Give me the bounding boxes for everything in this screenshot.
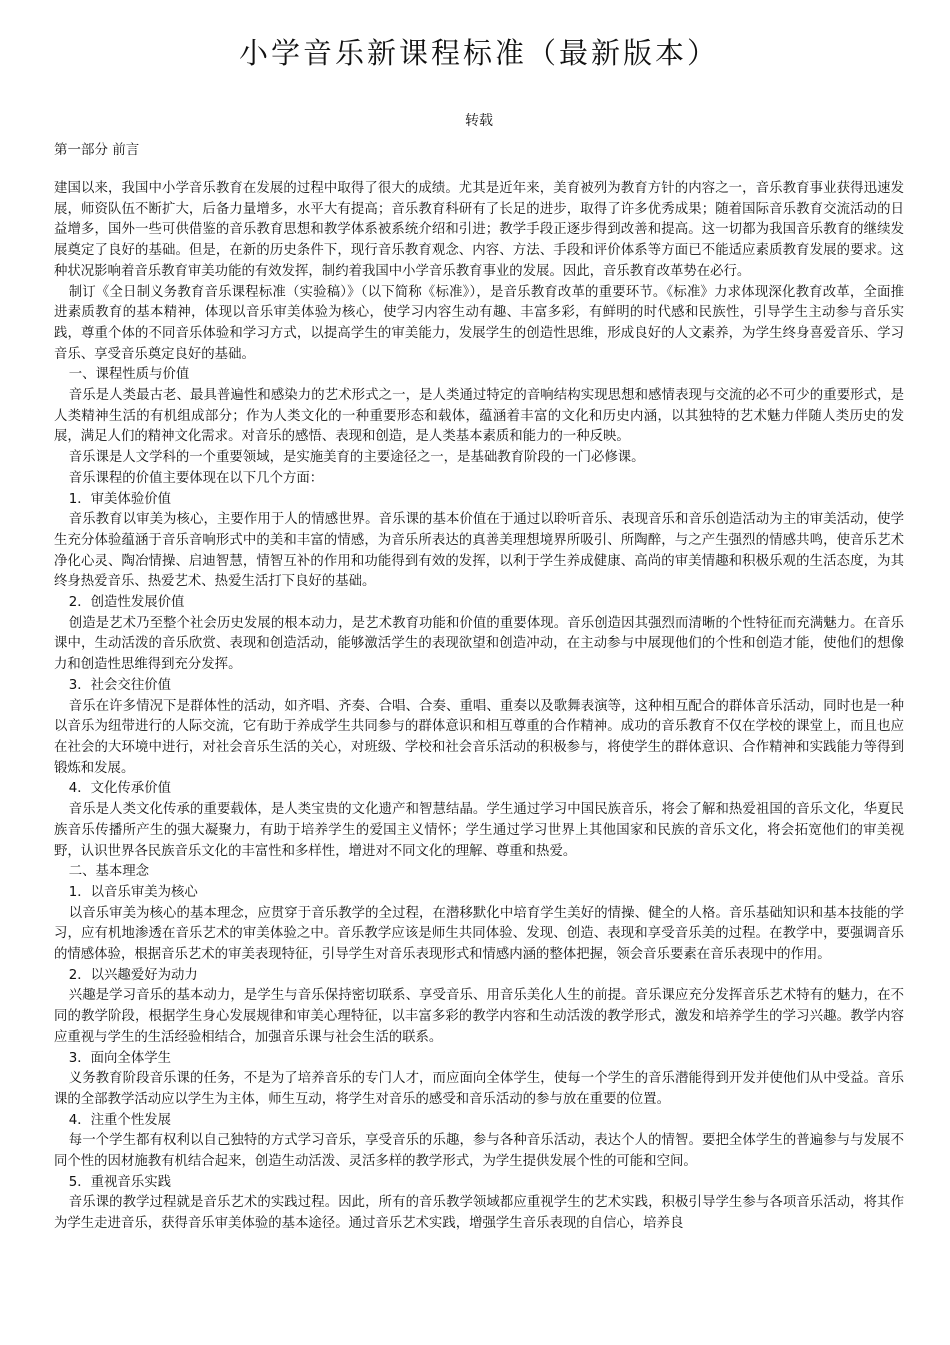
paragraph: 音乐是人类最古老、最具普遍性和感染力的艺术形式之一，是人类通过特定的音响结构实现思想和感情表现与交流的必不可少的重要形式，是人类精神生活的有机组成部分；作为人类文化的一种重要形态和载体，蕴涵着丰富的文化和历史内涵，以其独特的艺术魅力伴随人类历史的发展，满足人们的精神文化需求。对音乐的感悟、表现和创造，是人类基本素质和能力的一种反映。 (54, 388, 904, 445)
paragraph: 建国以来，我国中小学音乐教育在发展的过程中取得了很大的成绩。尤其是近年来，美育被列为教育方针的内容之一，音乐教育事业获得迅速发展，师资队伍不断扩大，后备力量增多，水平大有提高；音乐教育科研有了长足的进步，取得了许多优秀成果；随着国际音乐教育交流活动的日益增多，国外一些可供借鉴的音乐教育思想和教学体系被系统介绍和引进；教学手段正逐步得到改善和提高。这一切都为我国音乐教育的继续发展奠定了良好的基础。但是，在新的历史条件下，现行音乐教育观念、内容、方法、手段和评价体系等方面已不能适应素质教育发展的要求。这种状况影响着音乐教育审美功能的有效发挥，制约着我国中小学音乐教育事业的发展。因此，音乐教育改革势在必行。 (54, 181, 904, 279)
part-heading: 第一部分 前言 (54, 142, 140, 158)
paragraph: 制订《全日制义务教育音乐课程标准（实验稿）》（以下简称《标准》），是音乐教育改革的重要环节。《标准》力求体现深化教育改革，全面推进素质教育的基本精神，体现以音乐审美体验为核心，使学习内容生动有趣、丰富多彩，有鲜明的时代感和民族性，引导学生主动参与音乐实践，尊重个体的不同音乐体验和学习方式，以提高学生的审美能力，发展学生的创造性思维，形成良好的人文素养，为学生终身喜爱音乐、学习音乐、享受音乐奠定良好的基础。 (54, 284, 904, 362)
paragraph: 音乐课的教学过程就是音乐艺术的实践过程。因此，所有的音乐教学领域都应重视学生的艺术实践，积极引导学生参与各项音乐活动，将其作为学生走进音乐，获得音乐审美体验的基本途径。通过音乐艺术实践，增强学生音乐表现的自信心，培养良 (54, 1195, 904, 1232)
paragraph: 音乐是人类文化传承的重要载体，是人类宝贵的文化遗产和智慧结晶。学生通过学习中国民族音乐，将会了解和热爱祖国的音乐文化，华夏民族音乐传播所产生的强大凝聚力，有助于培养学生的爱国主义情怀；学生通过学习世界上其他国家和民族的音乐文化，将会拓宽他们的审美视野，认识世界各民族音乐文化的丰富性和多样性，增进对不同文化的理解、尊重和热爱。 (54, 802, 904, 859)
paragraph: 以音乐审美为核心的基本理念，应贯穿于音乐教学的全过程，在潜移默化中培育学生美好的情操、健全的人格。音乐基础知识和基本技能的学习，应有机地渗透在音乐艺术的审美体验之中。音乐教学应该是师生共同体验、发现、创造、表现和享受音乐美的过程。在教学中，要强调音乐的情感体验，根据音乐艺术的审美表现特征，引导学生对音乐表现形式和情感内涵的整体把握，领会音乐要素在音乐表现中的作用。 (54, 905, 904, 963)
paragraph: 兴趣是学习音乐的基本动力，是学生与音乐保持密切联系、享受音乐、用音乐美化人生的前提。音乐课应充分发挥音乐艺术特有的魅力，在不同的教学阶段，根据学生身心发展规律和审美心理特征，以丰富多彩的教学内容和生动活泼的教学形式，激发和培养学生的学习兴趣。教学内容应重视与学生的生活经验相结合，加强音乐课与社会生活的联系。 (54, 988, 904, 1045)
section-heading: 4．文化传承价值 (68, 781, 171, 797)
section-heading: 2．创造性发展价值 (68, 595, 185, 611)
section-heading: 一、课程性质与价值 (68, 367, 190, 383)
repost-label: 转载 (465, 113, 493, 129)
paragraph: 音乐课是人文学科的一个重要领域，是实施美育的主要途径之一，是基础教育阶段的一门必修课。 (68, 450, 645, 466)
paragraph: 创造是艺术乃至整个社会历史发展的根本动力，是艺术教育功能和价值的重要体现。音乐创造因其强烈而清晰的个性特征而充满魅力。在音乐课中，生动活泼的音乐欣赏、表现和创造活动，能够激活学生的表现欲望和创造冲动，在主动参与中展现他们的个性和创造才能，使他们的想像力和创造性思维得到充分发挥。 (54, 615, 904, 673)
section-heading: 3．社会交往价值 (68, 677, 171, 693)
page-title: 小学音乐新课程标准（最新版本） (238, 36, 719, 70)
paragraph: 音乐在许多情况下是群体性的活动，如齐唱、齐奏、合唱、合奏、重唱、重奏以及歌舞表演等，这种相互配合的群体音乐活动，同时也是一种以音乐为纽带进行的人际交流，它有助于养成学生共同参与的群体意识和相互尊重的合作精神。成功的音乐教育不仅在学校的课堂上，而且也应在社会的大环境中进行，对社会音乐生活的关心，对班级、学校和社会音乐活动的积极参与，将使学生的群体意识、合作精神和实践能力等得到锻炼和发展。 (54, 698, 904, 776)
document-body (54, 179, 904, 1235)
section-heading: 二、基本理念 (68, 864, 150, 880)
paragraph: 音乐教育以审美为核心，主要作用于人的情感世界。音乐课的基本价值在于通过以聆听音乐、表现音乐和音乐创造活动为主的审美活动，使学生充分体验蕴涵于音乐音响形式中的美和丰富的情感，为音乐所表达的真善美理想境界所吸引、所陶醉，与之产生强烈的情感共鸣，使音乐艺术净化心灵、陶冶情操、启迪智慧，情智互补的作用和功能得到有效的发挥，以利于学生养成健康、高尚的审美情趣和积极乐观的生活态度，为其终身热爱音乐、热爱艺术、热爱生活打下良好的基础。 (54, 512, 904, 590)
section-heading: 4．注重个性发展 (68, 1112, 171, 1128)
section-heading: 5．重视音乐实践 (68, 1174, 171, 1190)
section-heading: 1．审美体验价值 (68, 491, 171, 507)
section-heading: 2．以兴趣爱好为动力 (68, 967, 198, 983)
paragraph: 音乐课程的价值主要体现在以下几个方面： (68, 470, 324, 486)
paragraph: 每一个学生都有权利以自己独特的方式学习音乐，享受音乐的乐趣，参与各种音乐活动，表达个人的情智。要把全体学生的普遍参与与发展不同个性的因材施教有机结合起来，创造生动活泼、灵活多样的教学形式，为学生提供发展个性的可能和空间。 (54, 1133, 904, 1170)
paragraph: 义务教育阶段音乐课的任务，不是为了培养音乐的专门人才，而应面向全体学生，使每一个学生的音乐潜能得到开发并使他们从中受益。音乐课的全部教学活动应以学生为主体，师生互动，将学生对音乐的感受和音乐活动的参与放在重要的位置。 (54, 1071, 904, 1107)
section-heading: 3．面向全体学生 (68, 1050, 171, 1066)
section-heading: 1．以音乐审美为核心 (68, 884, 198, 900)
